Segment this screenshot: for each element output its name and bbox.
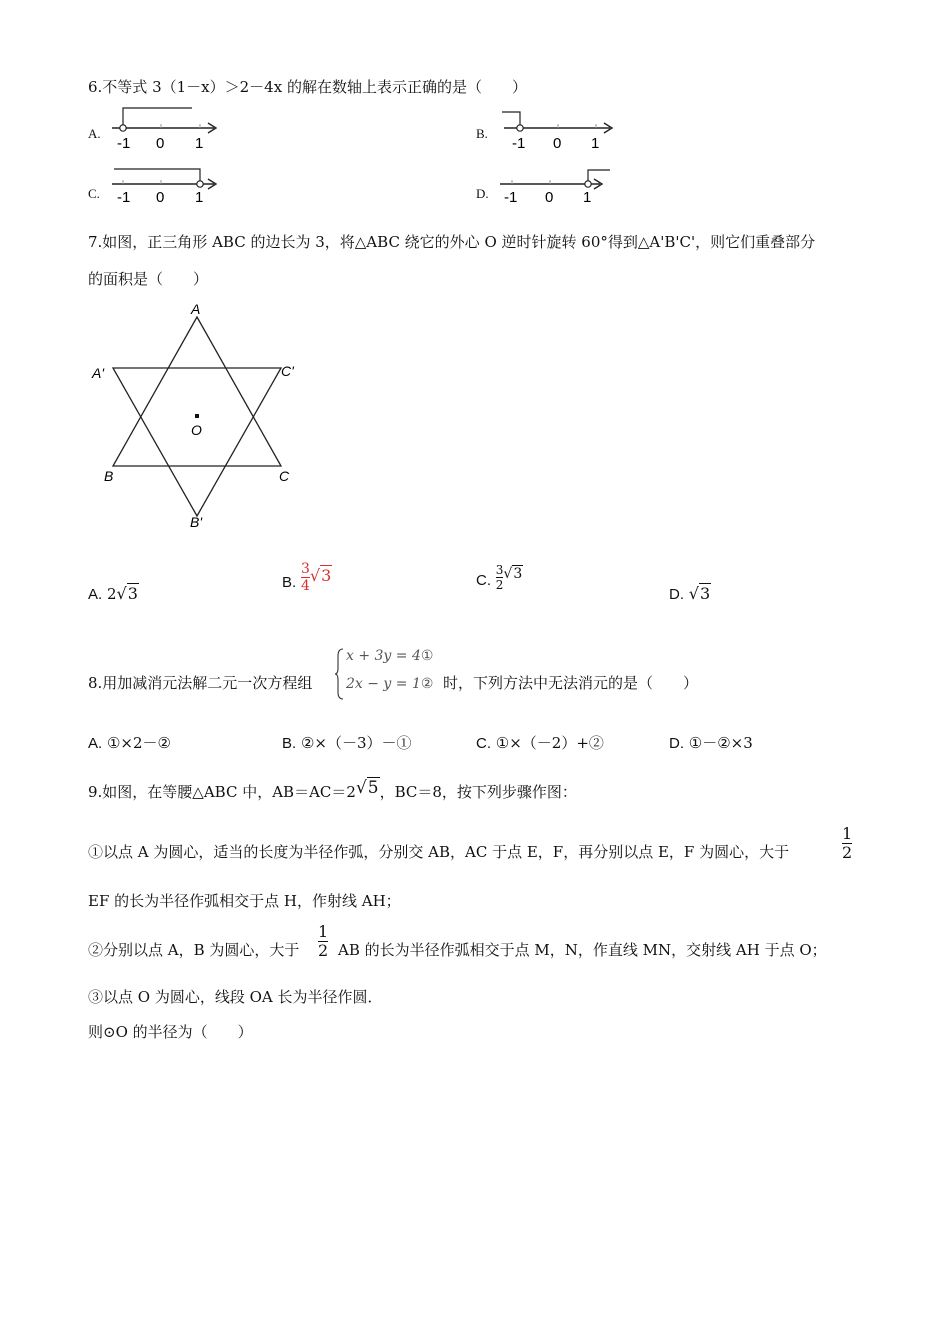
fraction-numerator: 3 <box>495 563 504 577</box>
q6-option-a-label: A. <box>88 126 101 141</box>
label-a: A <box>191 301 201 317</box>
option-label: D. <box>669 586 684 603</box>
equation-2-text: 2x − y = 1 <box>346 676 421 692</box>
label-b: B <box>104 468 114 484</box>
q7-option-d[interactable] <box>669 584 711 603</box>
solution-ray <box>502 112 520 126</box>
q9-step3: ③以点 O 为圆心，线段 OA 长为半径作圆． <box>88 988 383 1006</box>
q9-step2-suffix: AB 的长为半径作弧相交于点 M，N，作直线 MN，交射线 AH 于点 O； <box>338 941 827 959</box>
q6-option-a-number-line[interactable] <box>108 104 228 154</box>
tick-label: 1 <box>195 135 204 152</box>
label-a-prime: A' <box>92 365 105 381</box>
open-endpoint <box>197 181 203 187</box>
fraction-denominator: 4 <box>300 577 310 594</box>
option-label: A. <box>88 735 103 752</box>
solution-ray <box>114 169 200 182</box>
sqrt-symbol: √3 <box>116 584 138 603</box>
q8-stem-prefix: 8.用加减消元法解二元一次方程组 <box>88 674 313 692</box>
label-c-prime: C' <box>281 363 294 379</box>
tick-label: -1 <box>117 135 131 152</box>
q7-stem-line2: 的面积是（ ） <box>88 270 209 288</box>
equation-2 <box>346 676 433 692</box>
q8-equation-system <box>335 646 445 702</box>
option-label: B. <box>282 735 297 752</box>
q9-stem <box>88 778 577 802</box>
option-fraction <box>496 564 504 591</box>
fraction-denominator: 2 <box>318 940 329 960</box>
tick-label: -1 <box>512 135 526 152</box>
q7-option-a[interactable] <box>88 584 139 603</box>
option-fraction <box>301 562 310 593</box>
q9-stem-suffix: ，BC＝8，按下列步骤作图： <box>379 783 577 801</box>
q8-option-b[interactable] <box>282 732 412 753</box>
sqrt-symbol: √5 <box>355 778 379 798</box>
radicand: 5 <box>367 778 379 798</box>
solution-ray <box>588 170 610 182</box>
q7-hexagram-figure <box>88 298 313 533</box>
q8-option-a[interactable] <box>88 732 171 753</box>
label-c: C <box>279 468 290 484</box>
q9-step1-line2: EF 的长为半径作弧相交于点 H，作射线 AH； <box>88 892 401 910</box>
q6-option-c-label: C. <box>88 186 100 201</box>
q9-step2-prefix: ②分别以点 A，B 为圆心，大于 <box>88 941 300 959</box>
q8-option-d[interactable] <box>669 732 753 753</box>
option-text: ①×2－② <box>106 734 171 752</box>
tick-label: 0 <box>156 135 165 152</box>
fraction-numerator: 1 <box>842 824 853 843</box>
q6-option-d-number-line[interactable] <box>496 164 621 214</box>
option-text: ①×（－2）+② <box>495 734 604 752</box>
option-label: B. <box>282 574 297 592</box>
q6-option-b-number-line[interactable] <box>496 104 621 154</box>
tick-label: -1 <box>504 189 518 206</box>
q9-step2-fraction <box>318 924 328 960</box>
radicand: 3 <box>699 584 711 603</box>
sqrt-symbol: √3 <box>309 566 332 585</box>
q6-option-c-number-line[interactable] <box>108 164 228 214</box>
tick-label: 1 <box>591 135 600 152</box>
tick-label: 0 <box>553 135 562 152</box>
open-endpoint <box>585 181 591 187</box>
q7-option-b[interactable] <box>282 562 332 593</box>
triangle-abc <box>113 317 281 466</box>
fraction-denominator: 2 <box>495 577 504 592</box>
tick-label: 0 <box>545 189 554 206</box>
equation-2-mark: ② <box>420 676 434 692</box>
label-b-prime: B' <box>190 514 203 530</box>
q6-option-d-label: D. <box>476 186 489 201</box>
equation-1 <box>346 648 433 664</box>
equation-1-text: x + 3y = 4 <box>346 648 421 664</box>
q7-stem-line1: 7.如图，正三角形 ABC 的边长为 3，将△ABC 绕它的外心 O 逆时针旋转 60°得到△A'B'C'，则它们重叠部分 <box>88 233 816 251</box>
option-text: ①－②×3 <box>688 734 753 752</box>
fraction-denominator: 2 <box>842 842 853 862</box>
option-label: A. <box>88 586 103 603</box>
tick-label: -1 <box>117 189 131 206</box>
option-text: ②×（－3）－① <box>300 734 412 752</box>
tick-label: 0 <box>156 189 165 206</box>
fraction-numerator: 3 <box>300 561 310 577</box>
q8-option-c[interactable] <box>476 732 604 753</box>
q9-step1-fraction <box>842 826 852 862</box>
equation-1-mark: ① <box>420 648 434 664</box>
option-label: D. <box>669 735 684 752</box>
q9-stem-prefix: 9.如图，在等腰△ABC 中，AB＝AC＝2 <box>88 783 356 801</box>
left-brace <box>335 646 345 702</box>
option-label: C. <box>476 735 491 752</box>
q6-option-b-label: B. <box>476 126 488 141</box>
triangle-a1b1c1 <box>113 368 281 516</box>
tick-label: 1 <box>195 189 204 206</box>
sqrt-symbol: √3 <box>688 584 711 603</box>
option-label: C. <box>476 572 491 590</box>
center-dot <box>195 414 199 418</box>
option-coef: 2 <box>106 585 117 603</box>
radicand: 3 <box>127 584 138 603</box>
q8-stem-suffix: 时，下列方法中无法消元的是（ ） <box>443 674 699 692</box>
q9-step1-line1: ①以点 A 为圆心，适当的长度为半径作弧，分别交 AB，AC 于点 E，F，再分别以点 E，F 为圆心，大于 <box>88 843 790 861</box>
q6-stem: 6.不等式 3（1－x）＞2－4x 的解在数轴上表示正确的是（ ） <box>88 78 527 96</box>
tick-label: 1 <box>583 189 592 206</box>
open-endpoint <box>120 125 126 131</box>
open-endpoint <box>517 125 523 131</box>
q7-option-c[interactable] <box>476 564 523 591</box>
q9-question: 则⊙O 的半径为（ ） <box>88 1023 253 1041</box>
radicand: 3 <box>321 566 332 585</box>
label-o: O <box>191 422 202 438</box>
fraction-numerator: 1 <box>318 922 329 941</box>
radicand: 3 <box>513 566 523 582</box>
sqrt-symbol: √3 <box>503 566 523 582</box>
solution-ray <box>123 108 192 126</box>
